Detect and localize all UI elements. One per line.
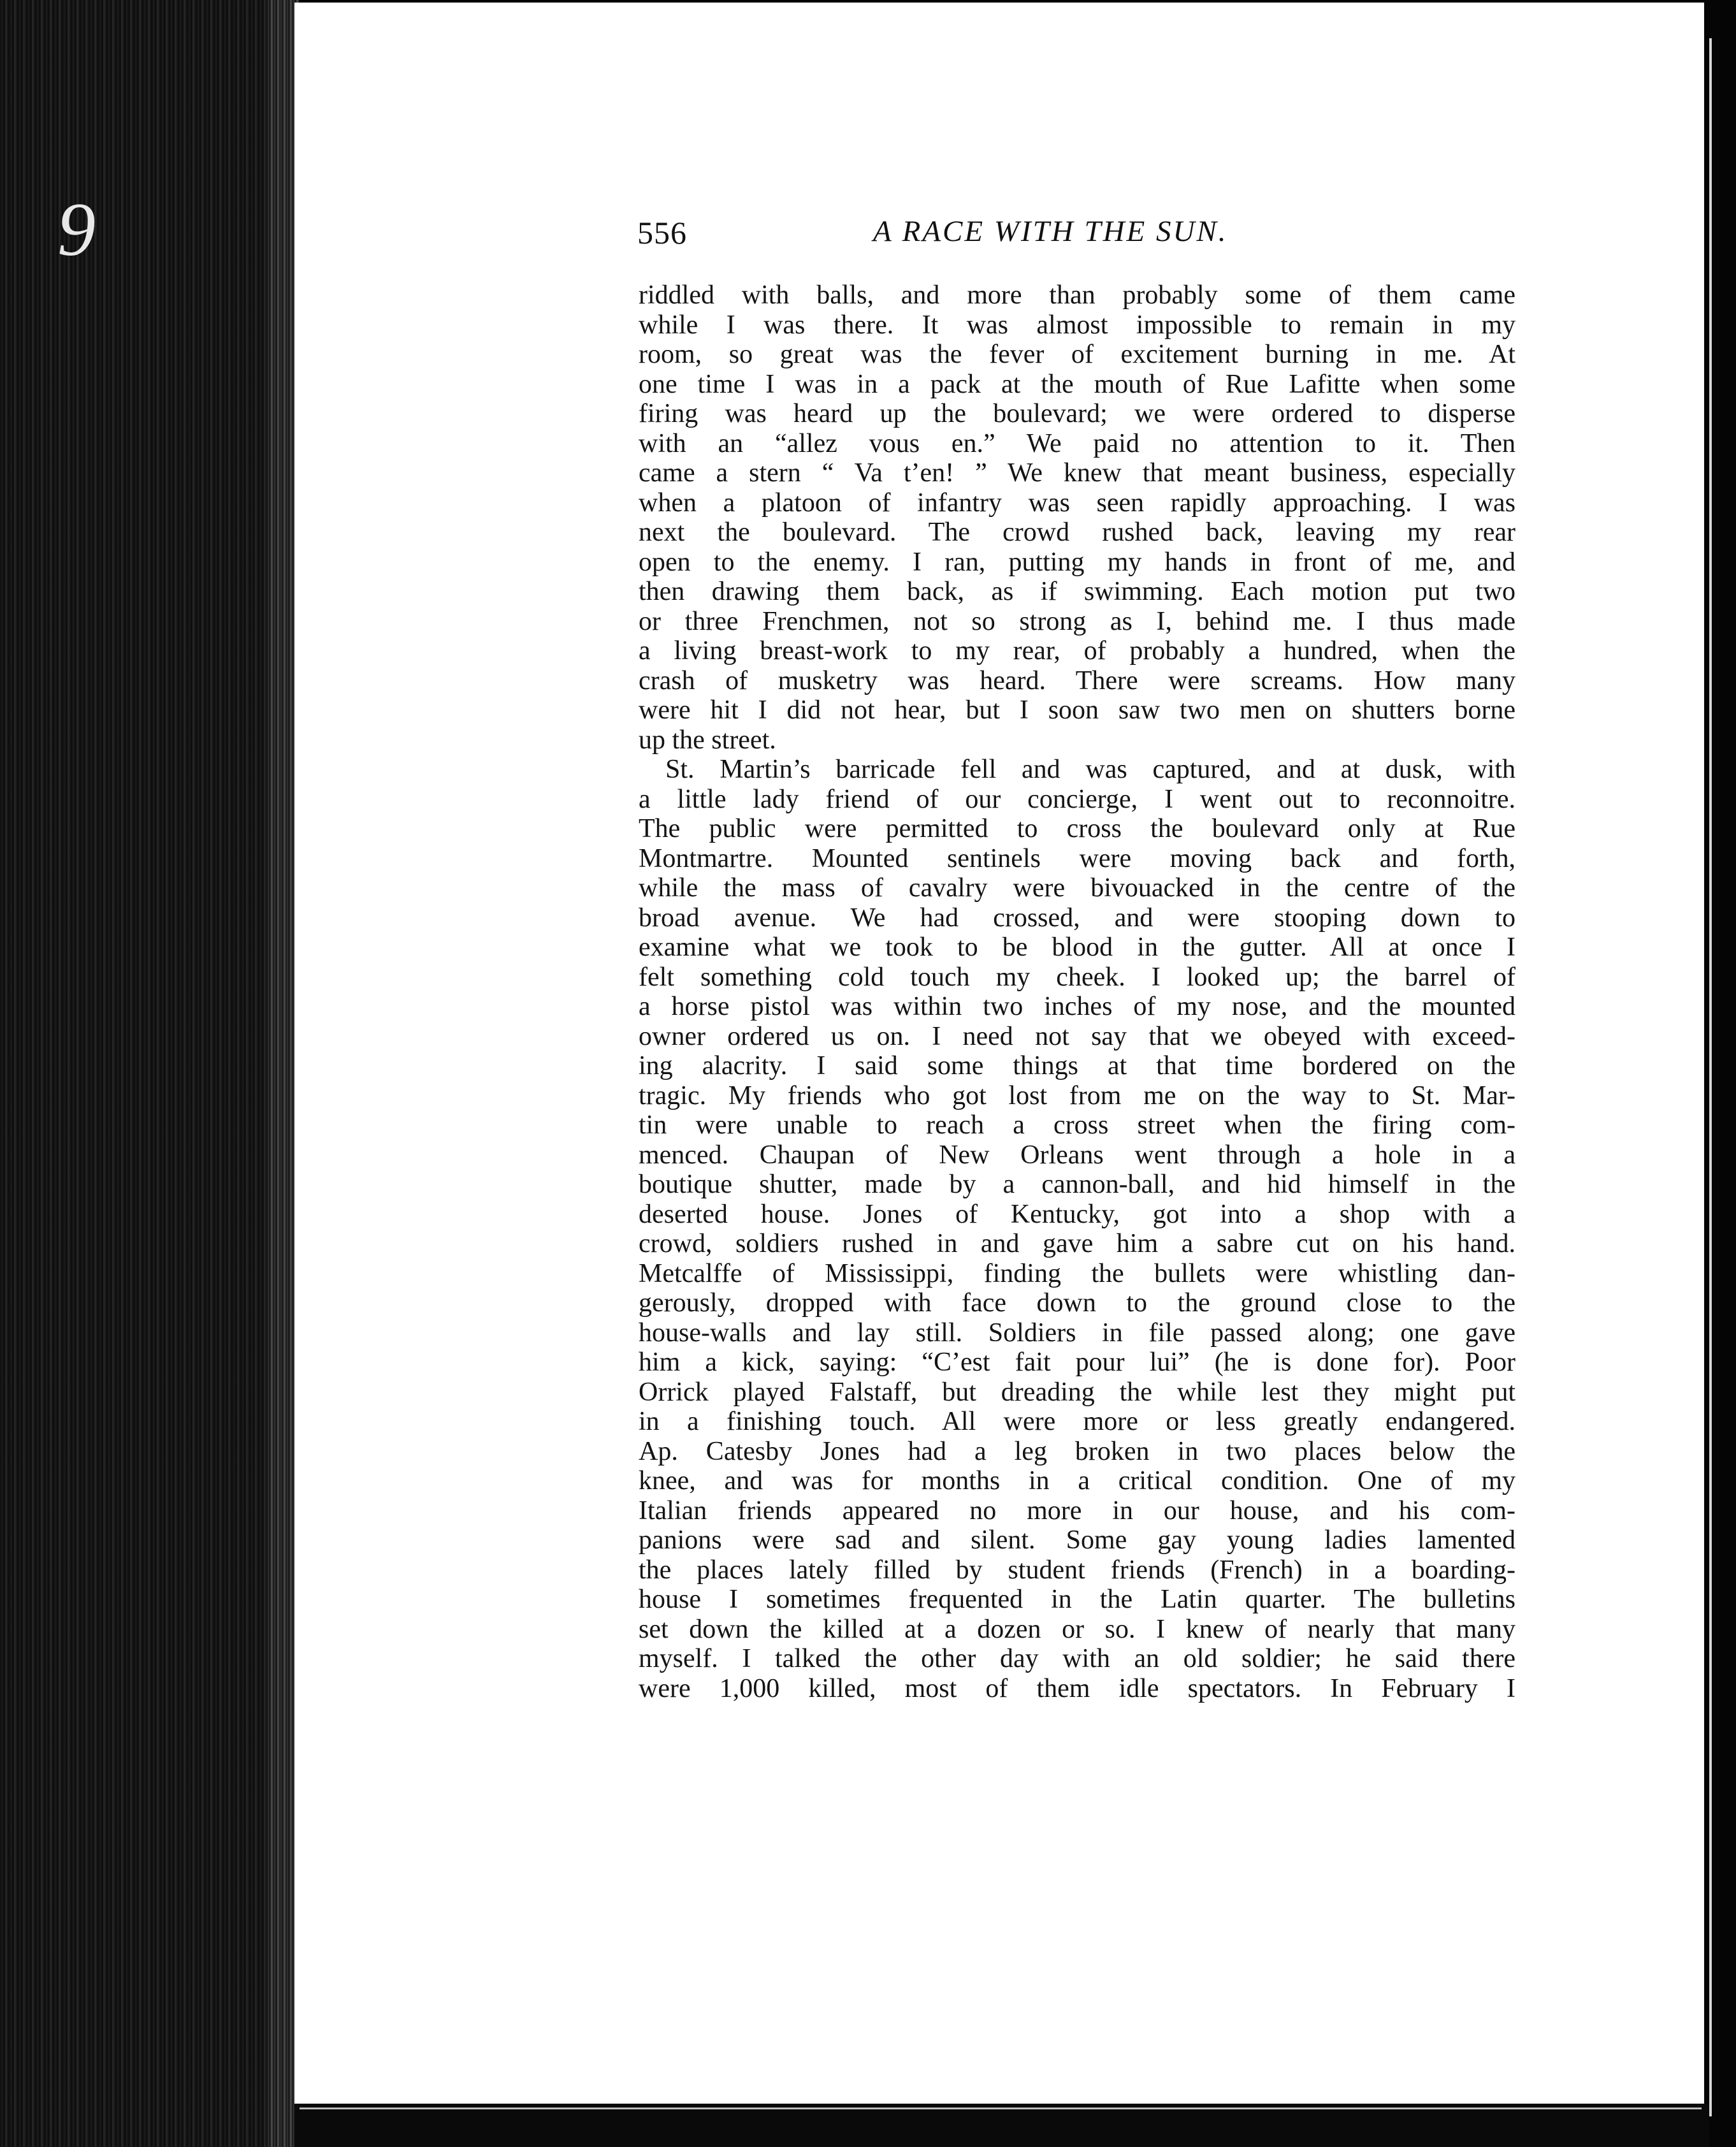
page-header (637, 214, 1517, 265)
text-line: Orrick played Falstaff, but dreading the while lest they might put (639, 1377, 1515, 1407)
running-head: A RACE WITH THE SUN. (873, 215, 1228, 248)
text-line: tragic. My friends who got lost from me on the way to St. Mar- (639, 1081, 1515, 1110)
text-line: panions were sad and silent. Some gay young ladies lamented (639, 1525, 1515, 1555)
text-line: open to the enemy. I ran, putting my hands in front of me, and (639, 547, 1515, 577)
text-line: felt something cold touch my cheek. I looked up; the barrel of (639, 962, 1515, 992)
paragraph-end-line: up the street. (639, 725, 776, 755)
text-line: crowd, soldiers rushed in and gave him a sabre cut on his hand. (639, 1229, 1515, 1258)
text-line: owner ordered us on. I need not say that we obeyed with exceed- (639, 1021, 1515, 1051)
text-line: then drawing them back, as if swimming. Each motion put two (639, 577, 1515, 606)
text-line: while the mass of cavalry were bivouacked in the centre of the (639, 873, 1515, 903)
text-line: a living breast-work to my rear, of probably a hundred, when the (639, 636, 1515, 666)
text-line: house I sometimes frequented in the Latin quarter. The bulletins (639, 1585, 1515, 1614)
text-line: firing was heard up the boulevard; we were ordered to disperse (639, 399, 1515, 428)
text-line: with an “allez vous en.” We paid no attention to it. Then (639, 428, 1515, 458)
text-line: Italian friends appeared no more in our house, and his com- (639, 1496, 1515, 1525)
text-line: set down the killed at a dozen or so. I knew of nearly that many (639, 1614, 1515, 1644)
book-spine-gutter (0, 0, 300, 2147)
text-line: in a finishing touch. All were more or less greatly endangered. (639, 1407, 1515, 1436)
text-line: when a platoon of infantry was seen rapidly approaching. I was (639, 488, 1515, 518)
page-number: 556 (637, 215, 687, 251)
text-line: Metcalffe of Mississippi, finding the bullets were whistling dan- (639, 1258, 1515, 1288)
text-line: the places lately filled by student friends (French) in a boarding- (639, 1555, 1515, 1585)
text-line: gerously, dropped with face down to the ground close to the (639, 1288, 1515, 1318)
text-line: while I was there. It was almost impossible to remain in my (639, 310, 1515, 340)
text-line: crash of musketry was heard. There were screams. How many (639, 666, 1515, 695)
text-line: were hit I did not hear, but I soon saw two men on shutters borne (639, 695, 1515, 725)
text-line: next the boulevard. The crowd rushed back, leaving my rear (639, 518, 1515, 547)
text-line: broad avenue. We had crossed, and were stooping down to (639, 903, 1515, 933)
bottom-page-edge (294, 2104, 1709, 2147)
text-line: knee, and was for months in a critical condition. One of my (639, 1466, 1515, 1496)
text-line: menced. Chaupan of New Orleans went through a hole in a (639, 1140, 1515, 1170)
text-line: a little lady friend of our concierge, I went out to reconnoitre. (639, 784, 1515, 814)
text-line: house-walls and lay still. Soldiers in file passed along; one gave (639, 1318, 1515, 1348)
text-line: boutique shutter, made by a cannon-ball, and hid himself in the (639, 1170, 1515, 1199)
text-line: myself. I talked the other day with an old soldier; he said there (639, 1644, 1515, 1673)
body-text (639, 280, 1515, 1703)
right-edge-highlight (1709, 38, 1712, 2116)
paragraph-start-line: St. Martin’s barricade fell and was captured, and at dusk, with (665, 755, 1515, 784)
text-line: one time I was in a pack at the mouth of Rue Lafitte when some (639, 369, 1515, 399)
text-line: or three Frenchmen, not so strong as I, behind me. I thus made (639, 606, 1515, 636)
text-line: him a kick, saying: “C’est fait pour lui” (he is done for). Poor (639, 1348, 1515, 1377)
text-line: Ap. Catesby Jones had a leg broken in two places below the (639, 1436, 1515, 1466)
text-line: riddled with balls, and more than probably some of them came (639, 280, 1515, 310)
text-line: ing alacrity. I said some things at that time bordered on the (639, 1051, 1515, 1081)
text-line: a horse pistol was within two inches of my nose, and the mounted (639, 992, 1515, 1021)
text-line: Montmartre. Mounted sentinels were moving back and forth, (639, 843, 1515, 873)
text-line: examine what we took to be blood in the gutter. All at once I (639, 933, 1515, 962)
text-line: tin were unable to reach a cross street when the firing com- (639, 1110, 1515, 1140)
bottom-edge-highlight (300, 2107, 1702, 2109)
text-line: deserted house. Jones of Kentucky, got into a shop with a (639, 1199, 1515, 1229)
text-line: came a stern “ Va t’en! ” We knew that meant business, especially (639, 458, 1515, 488)
text-line: were 1,000 killed, most of them idle spectators. In February I (639, 1673, 1515, 1703)
handwritten-margin-mark: 9 (57, 187, 96, 272)
text-line: The public were permitted to cross the boulevard only at Rue (639, 814, 1515, 843)
text-line: room, so great was the fever of excitement burning in me. At (639, 340, 1515, 369)
